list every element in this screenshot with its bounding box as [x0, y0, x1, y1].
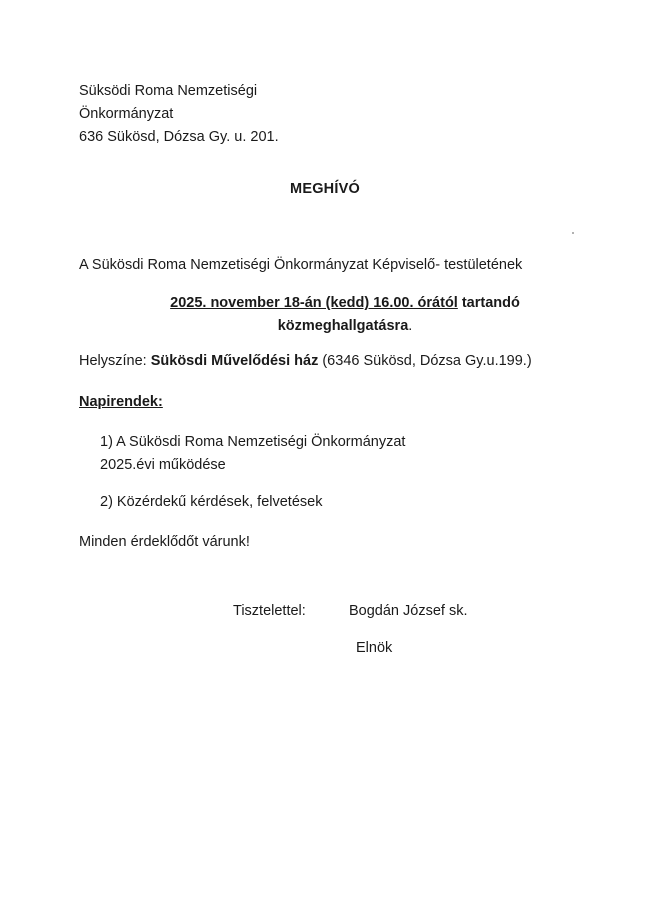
closing-text: Minden érdeklődőt várunk! [79, 534, 250, 550]
agenda-heading [79, 394, 163, 410]
agenda-item-line: 2) Közérdekű kérdések, felvetések [100, 494, 323, 510]
meeting-type: közmeghallgatásra [277, 318, 409, 334]
agenda-item [100, 494, 322, 510]
intro-text: A Sükösdi Roma Nemzetiségi Önkormányzat Képviselő- testületének [79, 257, 523, 273]
meeting-end: . [408, 318, 413, 334]
venue-label: Helyszíne: [79, 353, 151, 369]
document-title: MEGHÍVÓ [290, 181, 360, 197]
meeting-datetime: 2025. november 18-án (kedd) 16.00. órától [170, 295, 458, 311]
signature-greeting: Tisztelettel: [233, 603, 306, 619]
venue-address: (6346 Sükösd, Dózsa Gy.u.199.) [318, 353, 532, 369]
agenda-label: Napirendek [79, 394, 158, 410]
agenda-item [100, 431, 405, 477]
sender-org-line: Önkormányzat [79, 106, 174, 122]
meeting-tail: tartandó [457, 295, 520, 311]
signature-name: Bogdán József sk. [349, 603, 468, 619]
sender-address-line: 636 Sükösd, Dózsa Gy. u. 201. [79, 129, 279, 145]
agenda-colon: : [157, 394, 163, 410]
venue-line [79, 353, 532, 369]
sender-address-block [79, 80, 279, 149]
signature-role: Elnök [356, 640, 393, 656]
agenda-item-line: 2025.évi működése [100, 457, 226, 473]
sender-name-line: Süksödi Roma Nemzetiségi [79, 83, 258, 99]
meeting-details [0, 292, 650, 338]
agenda-item-line: 1) A Sükösdi Roma Nemzetiségi Önkormányzat [100, 434, 406, 450]
scan-speck [572, 232, 574, 234]
venue-name: Sükösdi Művelődési ház [150, 353, 319, 369]
